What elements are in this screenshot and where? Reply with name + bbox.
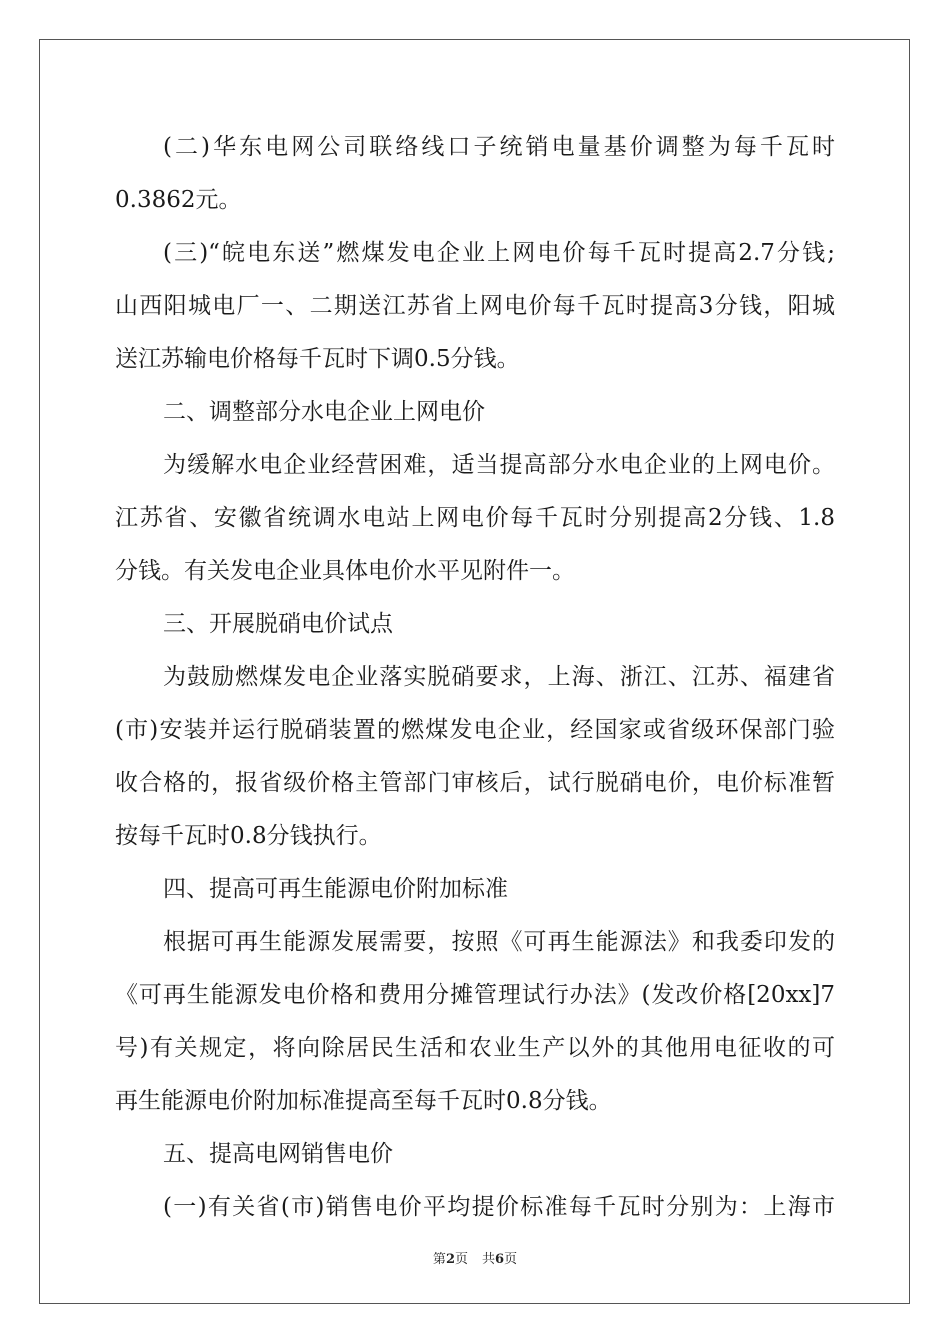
paragraph-line: 为鼓励燃煤发电企业落实脱硝要求，上海、浙江、江苏、福建省 xyxy=(163,664,835,690)
footer-page-unit: 页 xyxy=(454,1252,468,1267)
footer-total-prefix: 共 xyxy=(482,1252,496,1267)
paragraph-line: 0.3862元。 xyxy=(115,187,242,213)
paragraph-line: (市)安装并运行脱硝装置的燃煤发电企业，经国家或省级环保部门验 xyxy=(115,717,835,743)
paragraph-line: 为缓解水电企业经营困难，适当提高部分水电企业的上网电价。 xyxy=(163,452,835,478)
paragraph-line: 江苏省、安徽省统调水电站上网电价每千瓦时分别提高2分钱、1.8 xyxy=(115,505,835,531)
paragraph-line: 根据可再生能源发展需要，按照《可再生能源法》和我委印发的 xyxy=(163,929,835,955)
paragraph-line: 按每千瓦时0.8分钱执行。 xyxy=(115,823,382,849)
page-footer xyxy=(0,1248,950,1267)
paragraph-line: (三)“皖电东送”燃煤发电企业上网电价每千瓦时提高2.7分钱; xyxy=(163,240,835,266)
section-heading: 四、提高可再生能源电价附加标准 xyxy=(163,876,508,902)
footer-total-unit: 页 xyxy=(504,1252,518,1267)
section-heading: 二、调整部分水电企业上网电价 xyxy=(163,399,485,425)
section-heading: 三、开展脱硝电价试点 xyxy=(163,611,393,637)
paragraph-line: 分钱。有关发电企业具体电价水平见附件一。 xyxy=(115,558,575,584)
paragraph-line: 号)有关规定，将向除居民生活和农业生产以外的其他用电征收的可 xyxy=(115,1035,835,1061)
current-page-number: 2 xyxy=(445,1252,455,1267)
paragraph-line: (二)华东电网公司联络线口子统销电量基价调整为每千瓦时 xyxy=(163,134,835,160)
paragraph-line: (一)有关省(市)销售电价平均提价标准每千瓦时分别为：上海市 xyxy=(163,1194,835,1220)
paragraph-line: 送江苏输电价格每千瓦时下调0.5分钱。 xyxy=(115,346,520,372)
paragraph-line: 山西阳城电厂一、二期送江苏省上网电价每千瓦时提高3分钱，阳城 xyxy=(115,293,835,319)
paragraph-line: 收合格的，报省级价格主管部门审核后，试行脱硝电价，电价标准暂 xyxy=(115,770,835,796)
footer-prefix: 第 xyxy=(432,1252,446,1267)
section-heading: 五、提高电网销售电价 xyxy=(163,1141,393,1167)
paragraph-line: 再生能源电价附加标准提高至每千瓦时0.8分钱。 xyxy=(115,1088,612,1114)
total-pages-number: 6 xyxy=(495,1252,505,1267)
paragraph-line: 《可再生能源发电价格和费用分摊管理试行办法》(发改价格[20xx]7 xyxy=(115,982,835,1008)
